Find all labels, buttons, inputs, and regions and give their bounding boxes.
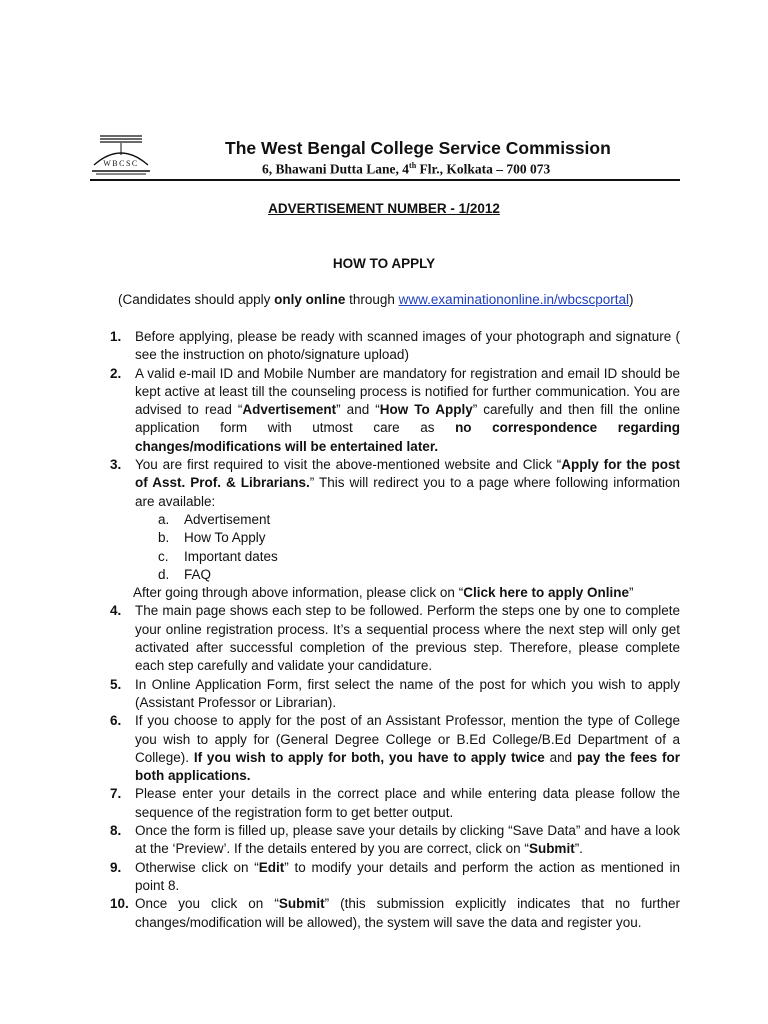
step-3: 3. You are first required to visit the above-mentioned website and Click “Apply for the post of Asst. Prof. & Librarians.” This will redirect you to a page where following information are available:	[110, 457, 681, 509]
header-divider	[90, 179, 680, 181]
wbcsc-logo	[90, 135, 152, 177]
step-5: 5. In Online Application Form, first select the name of the post for which you wish to apply (Assistant Professor or Librarian).	[110, 676, 680, 710]
step-8: 8. Once the form is filled up, please save your details by clicking “Save Data” and have a look at the ‘Preview’. If the details entered by you are correct, click on “Submit”.	[110, 823, 680, 857]
organization-title: The West Bengal College Service Commission	[225, 138, 611, 158]
list-item: a. Advertisement	[158, 511, 271, 527]
portal-link[interactable]: www.examinationonline.in/wbcscportal	[398, 292, 630, 307]
step-10: 10. Once you click on “Submit” (this submission explicitly indicates that no further changes/modification will be allowed), the system will save the data and register you.	[110, 896, 680, 930]
logo-text: WBCSC	[103, 159, 139, 168]
section-title: HOW TO APPLY	[332, 256, 436, 271]
list-item: d. FAQ	[158, 566, 212, 582]
step-7: 7. Please enter your details in the correct place and while entering data please follow the sequence of the registration form to get better output.	[110, 786, 680, 820]
step-3-sub-list	[110, 511, 680, 584]
step-1: 1. Before applying, please be ready with scanned images of your photograph and signature ( see the instruction on photo/signature upload)	[110, 329, 680, 363]
step-4: 4. The main page shows each step to be followed. Perform the steps one by one to complete your online registration process. It’s a sequential process where the next step will only get activated after successful completion of the previous step. Therefore, please complete each step carefully and validate your candidature.	[110, 603, 680, 674]
advertisement-number: ADVERTISEMENT NUMBER - 1/2012	[268, 201, 500, 216]
step-6: 6. If you choose to apply for the post of an Assistant Professor, mention the type of College you wish to apply for (General Degree College or B.Ed College/B.Ed Department of a College). If you wish to apply for both, you have to apply twice and pay the fees for both applications.	[110, 713, 680, 784]
step-2: 2. A valid e-mail ID and Mobile Number are mandatory for registration and email ID should be kept active at least till the counseling process is notified for further communication. You are advised to read “Advertisement” and “How To Apply” carefully and then fill the online application form with utmost care as no correspondence regarding changes/modifications will be entertained later.	[110, 365, 681, 454]
step-3-followup: After going through above information, please click on “Click here to apply Online”	[133, 585, 634, 601]
list-item: c. Important dates	[158, 548, 278, 564]
organization-address: 6, Bhawani Dutta Lane, 4th Flr., Kolkata – 700 073	[262, 161, 551, 177]
step-9: 9. Otherwise click on “Edit” to modify your details and perform the action as mentioned in point 8.	[110, 859, 680, 893]
list-item: b. How To Apply	[158, 530, 266, 546]
instruction-list	[110, 328, 680, 932]
apply-note: (Candidates should apply only online through www.examinationonline.in/wbcscportal)	[118, 292, 634, 307]
